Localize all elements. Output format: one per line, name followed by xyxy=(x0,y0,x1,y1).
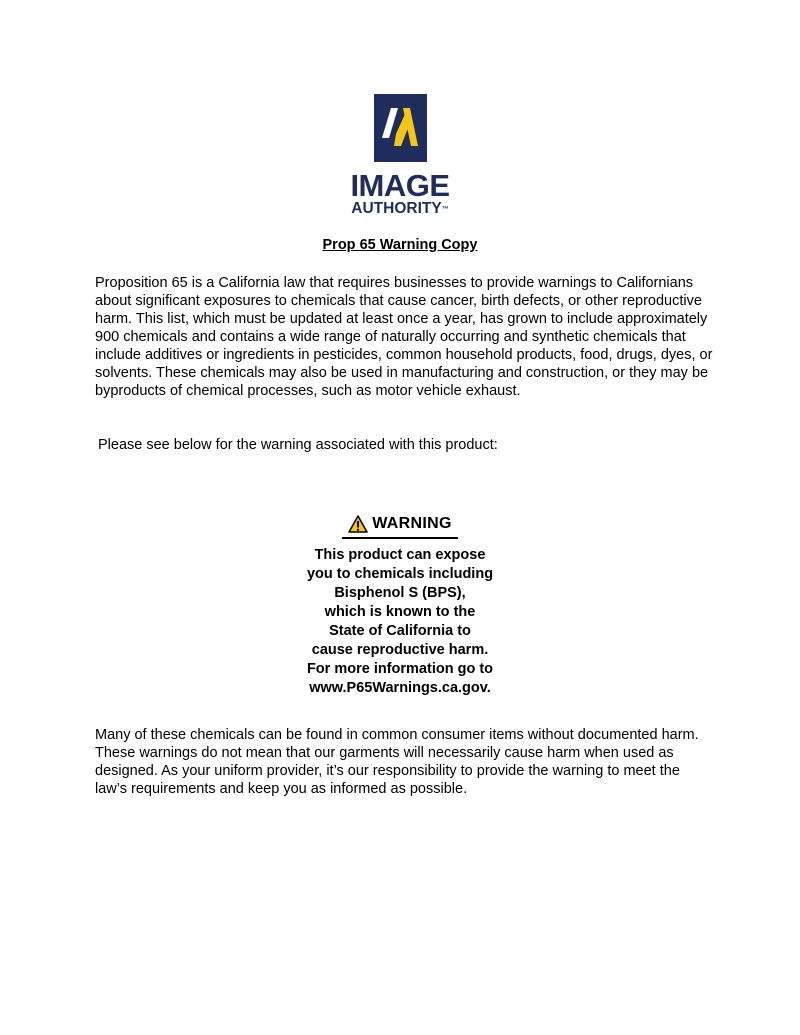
closing-paragraph: Many of these chemicals can be found in common consumer items without documented harm. These warnings do not mean that our garments will necessarily cause harm when used as designed. As your uniform provider, it’s our responsibility to provide the warning to meet the law’s requirements and keep you as informed as possible. xyxy=(95,727,699,797)
intro-paragraph: Proposition 65 is a California law that requires businesses to provide warnings to Californians about significant exposures to chemicals that cause cancer, birth defects, or other reproductive harm. This list, which must be updated at least once a year, has grown to include approximately 900 chemicals and contains a wide range of naturally occurring and synthetic chemicals that include additives or ingredients in pesticides, common household products, food, drugs, dyes, or solvents. These chemicals may also be used in manufacturing and construction, or they may be byproducts of chemical processes, such as motor vehicle exhaust. xyxy=(95,275,713,399)
warning-body xyxy=(300,546,500,698)
page-title: Prop 65 Warning Copy xyxy=(322,237,478,253)
warning-line: cause reproductive harm. xyxy=(311,642,489,658)
lead-in-text: Please see below for the warning associated with this product: xyxy=(98,437,498,453)
logo-wordmark-authority: AUTHORITY xyxy=(351,200,442,217)
warning-heading xyxy=(342,515,458,539)
image-authority-logo-mark-icon xyxy=(374,94,427,162)
warning-line: State of California to xyxy=(329,623,471,639)
prop65-warning-label xyxy=(300,515,500,698)
trademark-symbol: ™ xyxy=(441,206,449,213)
warning-line: which is known to the xyxy=(324,604,476,620)
company-logo xyxy=(340,94,460,217)
warning-heading-text: WARNING xyxy=(372,515,452,532)
warning-line: Bisphenol S (BPS), xyxy=(334,585,466,601)
warning-line: you to chemicals including xyxy=(306,566,494,582)
logo-wordmark-line1: IMAGE xyxy=(350,168,450,203)
warning-url-line: www.P65Warnings.ca.gov. xyxy=(309,680,491,696)
warning-triangle-icon xyxy=(348,515,368,533)
logo-wordmark-line2 xyxy=(340,201,460,217)
warning-line: This product can expose xyxy=(314,547,486,563)
warning-line: For more information go to xyxy=(306,661,494,677)
